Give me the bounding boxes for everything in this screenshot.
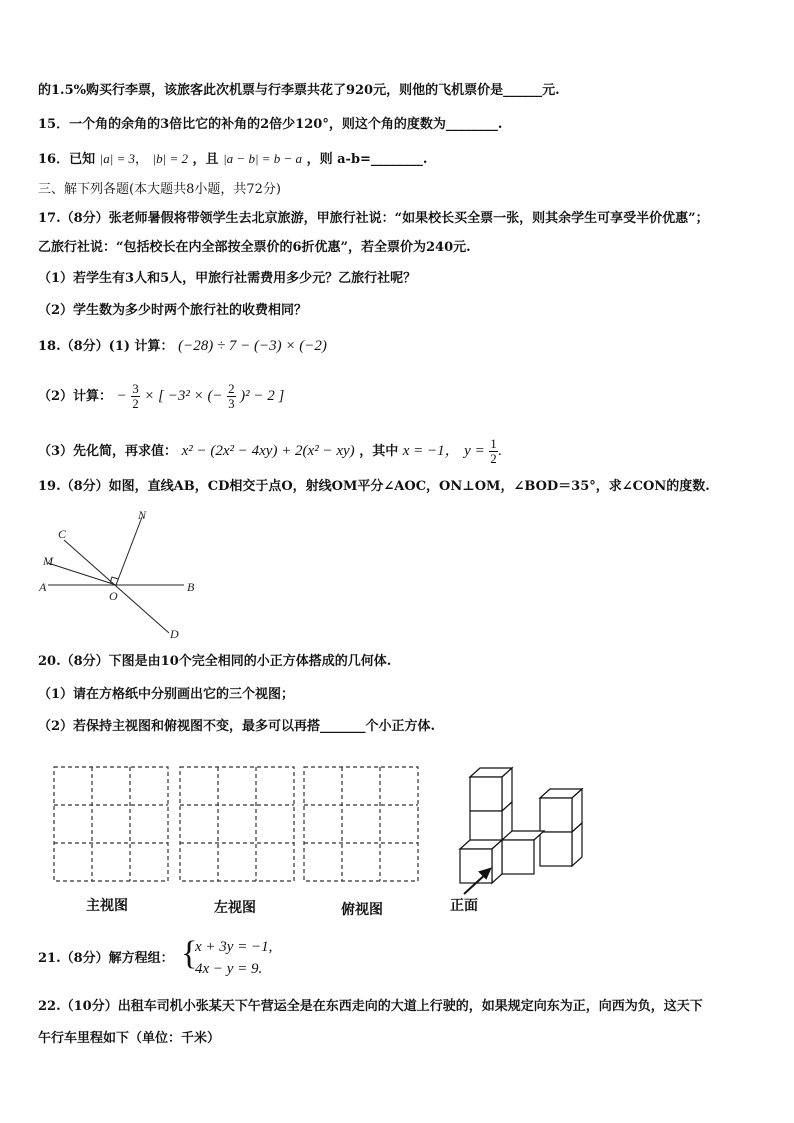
caption-front-direction: 正面: [450, 898, 478, 914]
label-d: D: [170, 627, 179, 641]
label-o: O: [109, 589, 118, 603]
grid-front-view: [54, 767, 168, 881]
caption-left-view: 左视图: [214, 900, 256, 916]
caption-front-view: 主视图: [86, 898, 128, 914]
label-n: N: [138, 508, 147, 522]
grid-left-view: [180, 767, 294, 881]
question-17-line1: 17.（8分）张老师暑假将带领学生去北京旅游，甲旅行社说：“如果校长买全票一张，则其余学生可享受半价优惠”；: [38, 211, 709, 226]
q21-eq2: 4x − y = 9.: [195, 961, 263, 977]
question-20-stem: 20.（8分）下图是由10个完全相同的小正方体搭成的几何体.: [38, 654, 392, 669]
question-16: 16．已知 |a| = 3， |b| = 2 ，且 |a − b| = b − a ，则 a-b=________.: [38, 151, 428, 167]
ray-om: [48, 563, 116, 585]
label-m: M: [43, 554, 53, 568]
question-22-line2: 午行车里程如下（单位：千米）: [38, 1031, 221, 1046]
fraction-3-2: $\frac{3}{2}$: [132, 381, 139, 411]
question-15: 15．一个角的余角的3倍比它的补角的2倍少120°，则这个角的度数为________.: [38, 117, 503, 132]
q21-eq1: x + 3y = −1,: [195, 939, 273, 955]
question-18-part3: （3）先化简，再求值： x² − (2x² − 4xy) + 2(x² − xy) ，其中 x = −1， y = $\frac{1}{2}$ .: [38, 436, 502, 466]
figure-19-intersecting-lines: [34, 505, 214, 645]
question-17-line2: 乙旅行社说：“包括校长在内全部按全票价的6折优惠”，若全票价为240元.: [38, 240, 471, 255]
ray-on: [116, 517, 142, 585]
line-cd: [64, 540, 169, 633]
question-21: 21.（8分）解方程组：: [38, 951, 174, 966]
label-b: B: [187, 580, 195, 594]
line-continuation: 的1.5%购买行李票，该旅客此次机票与行李票共花了920元，则他的飞机票价是______元.: [38, 83, 560, 98]
question-20-part2: （2）若保持主视图和俯视图不变，最多可以再搭_______个小正方体.: [38, 719, 436, 734]
q18-expr-3: x² − (2x² − 4xy) + 2(x² − xy): [181, 443, 355, 459]
question-18-part2: （2）计算： − $\frac{3}{2}$ × [ −3² × (− $\frac{2}{3}$ )² − 2 ]: [38, 381, 285, 411]
fraction-1-2: $\frac{1}{2}$: [490, 436, 497, 466]
q16-abs-a: |a| = 3: [99, 151, 136, 166]
q16-condition: |a − b| = b − a: [223, 151, 303, 166]
figure-20-cube-solid: [440, 762, 600, 902]
label-c: C: [58, 527, 67, 541]
question-18-part1: 18.（8分）(1) 计算： (−28) ÷ 7 − (−3) × (−2): [38, 338, 327, 354]
question-17-part2: （2）学生数为多少时两个旅行社的收费相同？: [38, 303, 308, 318]
caption-top-view: 俯视图: [341, 902, 383, 918]
question-19: 19.（8分）如图，直线AB，CD相交于点O，射线OM平分∠AOC，ON⊥OM，∠BOD＝35°，求∠CON的度数.: [38, 479, 710, 494]
q16-abs-b: |b| = 2: [152, 151, 189, 166]
grid-top-view: [304, 767, 418, 881]
q18-expr-1: (−28) ÷ 7 − (−3) × (−2): [178, 338, 327, 354]
q21-equation-system: { x + 3y = −1, 4x − y = 9.: [181, 935, 273, 977]
question-22-line1: 22.（10分）出租车司机小张某天下午营运全是在东西走向的大道上行驶的，如果规定向东为正，向西为负，这天下: [38, 999, 703, 1014]
section-3-heading: 三、解下列各题(本大题共8小题，共72分): [38, 182, 281, 197]
label-a: A: [39, 580, 47, 594]
question-20-part1: （1）请在方格纸中分别画出它的三个视图；: [38, 687, 295, 702]
question-17-part1: （1）若学生有3人和5人，甲旅行社需费用多少元？乙旅行社呢？: [38, 271, 417, 286]
fraction-2-3: $\frac{2}{3}$: [228, 381, 235, 411]
